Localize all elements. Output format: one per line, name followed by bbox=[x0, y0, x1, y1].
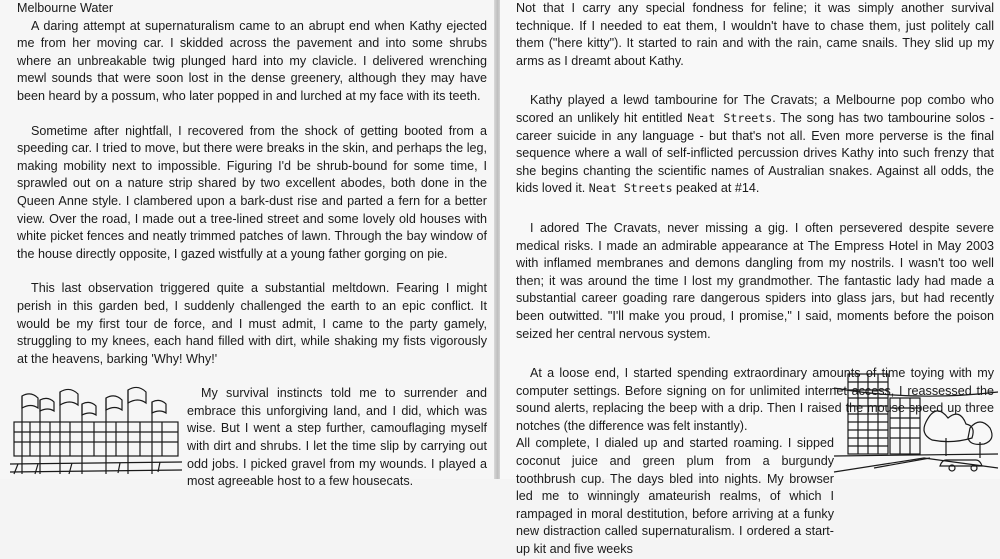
paragraph-4: My survival instincts told me to surrender and embrace this unforgiving land, and I did, which was wise. But I went a step further, camouflaging myself with dirt and shrubs. I let the time slip by carrying out odd jobs. I picked gravel from my wounds. I played a most agreeable host to a few housecats. bbox=[187, 386, 487, 489]
paragraph-8: At a loose end, I started spending extraordinary amounts of time toying with my computer settings. Before signing on for unlimited internet access, I reassessed the sound alerts, replacing the beep with a drip. Then I raised the mouse speed up three notches (the difference was felt instantly). bbox=[516, 366, 994, 433]
paragraph-8-wrapped: All complete, I dialed up and started roaming. I sipped coconut juice and green plum from a burgundy toothbrush cup. The days bled into nights. My browser led me to winningly amateurish realms, of which I rampaged in moral destitution, before arriving at a funky new distraction called supernaturalism. I ordered a start-up kit and five weeks bbox=[516, 436, 834, 557]
song-title: Neat Streets bbox=[687, 110, 773, 125]
flag-plaza-sketch bbox=[10, 378, 182, 478]
city-street-sketch bbox=[834, 368, 998, 476]
section-heading: Melbourne Water bbox=[17, 1, 114, 15]
right-page bbox=[500, 0, 1000, 557]
paragraph-2: Sometime after nightfall, I recovered from the shock of getting booted from a speeding car. I tried to move, but there were breaks in the skin, and perhaps the leg, making mobility next to impossible. Figuring I'd be shrub-bound for some time, I sprawled out on a nature strip shared by two excellent abodes, both done in the Queen Anne style. I clambered upon a bark-dust rise and parted a fern for a better view. Over the road, I made out a tree-lined street and some lovely old houses with white picket fences and neatly trimmed patches of lawn. Through the bay window of the house directly opposite, I gazed wistfully at a young father gorging on pie. bbox=[17, 123, 487, 261]
paragraph-6-part-a: Kathy played a lewd tambourine for The Cravats; a Melbourne pop combo who scored an unlikely hit entitled bbox=[516, 93, 994, 125]
paragraph-6 bbox=[516, 92, 994, 198]
paragraph-7: I adored The Cravats, never missing a gig. I often persevered despite severe medical risks. I made an admirable appearance at The Empress Hotel in May 2003 with inflamed membranes and demons dangling from my nostrils. I wasn't too well then; it was around the time I lost my grandmother. The fantastic lady had made a substantial career goading rare dangerous spiders into glass jars, but had recently been outwitted. "I'll make you proud, I promise," I said, moments before the poison seized her central nervous system. bbox=[516, 220, 994, 341]
paragraph-5: Not that I carry any special fondness for feline; it was simply another survival technique. If I needed to eat them, I wouldn't have to chase them, just politely call them ("here kitty"). It started to rain and with the rain, came snails. They slid up my arms as I dreamt about Kathy. bbox=[516, 1, 994, 68]
paragraph-1: A daring attempt at supernaturalism came to an abrupt end when Kathy ejected me from her moving car. I skidded across the pavement and into some shrubs where an unbreakable twig plunged hard into my clavicle. I delivered wrenching mewl sounds that were soon lost in the dense greenery, although they may have been heard by a possum, who later popped in and lurched at my face with its teeth. bbox=[17, 18, 487, 103]
paragraph-6-part-c: peaked at #14. bbox=[672, 181, 760, 196]
paragraph-3: This last observation triggered quite a substantial meltdown. Fearing I might perish in this garden bed, I suddenly challenged the earth to an epic conflict. It would be my first tour de force, and I must admit, I came to the party gamely, struggling to my knees, each hand filled with dirt, while shaking my fists vigorously at the heavens, barking 'Why! Why!' bbox=[17, 281, 487, 366]
song-title: Neat Streets bbox=[588, 181, 673, 196]
paragraph-6-part-b: . The song has two tambourine solos - career suicide in any language - but that's not all. Even more perverse is the final sequence where a wall of self-inflicted percussion drives Kathy into such frenzy that she begins chanting the scientific names of Australian snakes. Against all odds, the kids loved it. bbox=[516, 110, 994, 196]
left-page bbox=[0, 0, 496, 489]
